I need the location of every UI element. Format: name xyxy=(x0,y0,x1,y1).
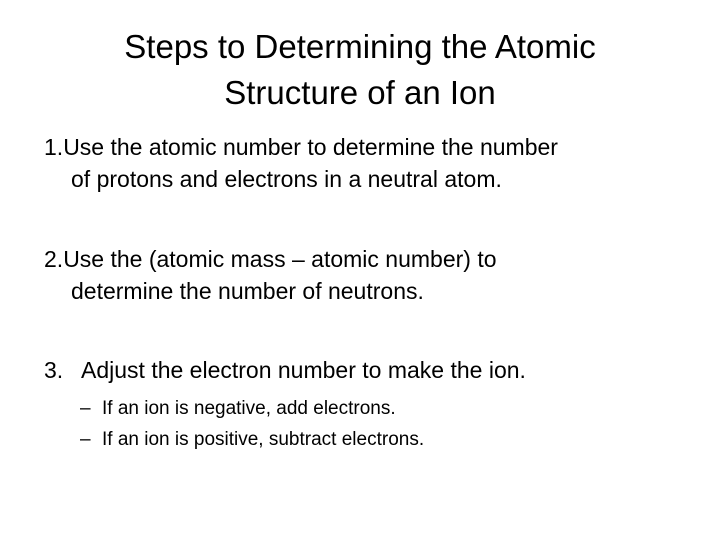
slide-title xyxy=(40,24,680,116)
step-1-line-1: Use the atomic number to determine the number xyxy=(63,134,558,160)
substep-negative xyxy=(80,395,396,423)
step-1-number: 1. xyxy=(44,134,64,160)
substep-positive xyxy=(80,426,424,454)
step-3-number: 3. xyxy=(44,357,64,383)
step-2-line-1: Use the (atomic mass – atomic number) to xyxy=(63,246,497,272)
step-3 xyxy=(44,354,684,386)
substep-negative-text: If an ion is negative, add electrons. xyxy=(102,398,396,419)
step-3-line-1: Adjust the electron number to make the ion. xyxy=(81,357,526,383)
step-1 xyxy=(44,131,684,195)
substep-bullet: – xyxy=(80,429,91,450)
substep-positive-text: If an ion is positive, subtract electrons. xyxy=(102,429,425,450)
step-1-line-2: of protons and electrons in a neutral atom. xyxy=(71,166,502,192)
title-line-1: Steps to Determining the Atomic xyxy=(124,28,596,65)
step-2-number: 2. xyxy=(44,246,64,272)
substep-bullet: – xyxy=(80,398,91,419)
title-line-2: Structure of an Ion xyxy=(224,74,496,111)
step-2 xyxy=(44,243,684,307)
step-2-line-2: determine the number of neutrons. xyxy=(71,278,424,304)
